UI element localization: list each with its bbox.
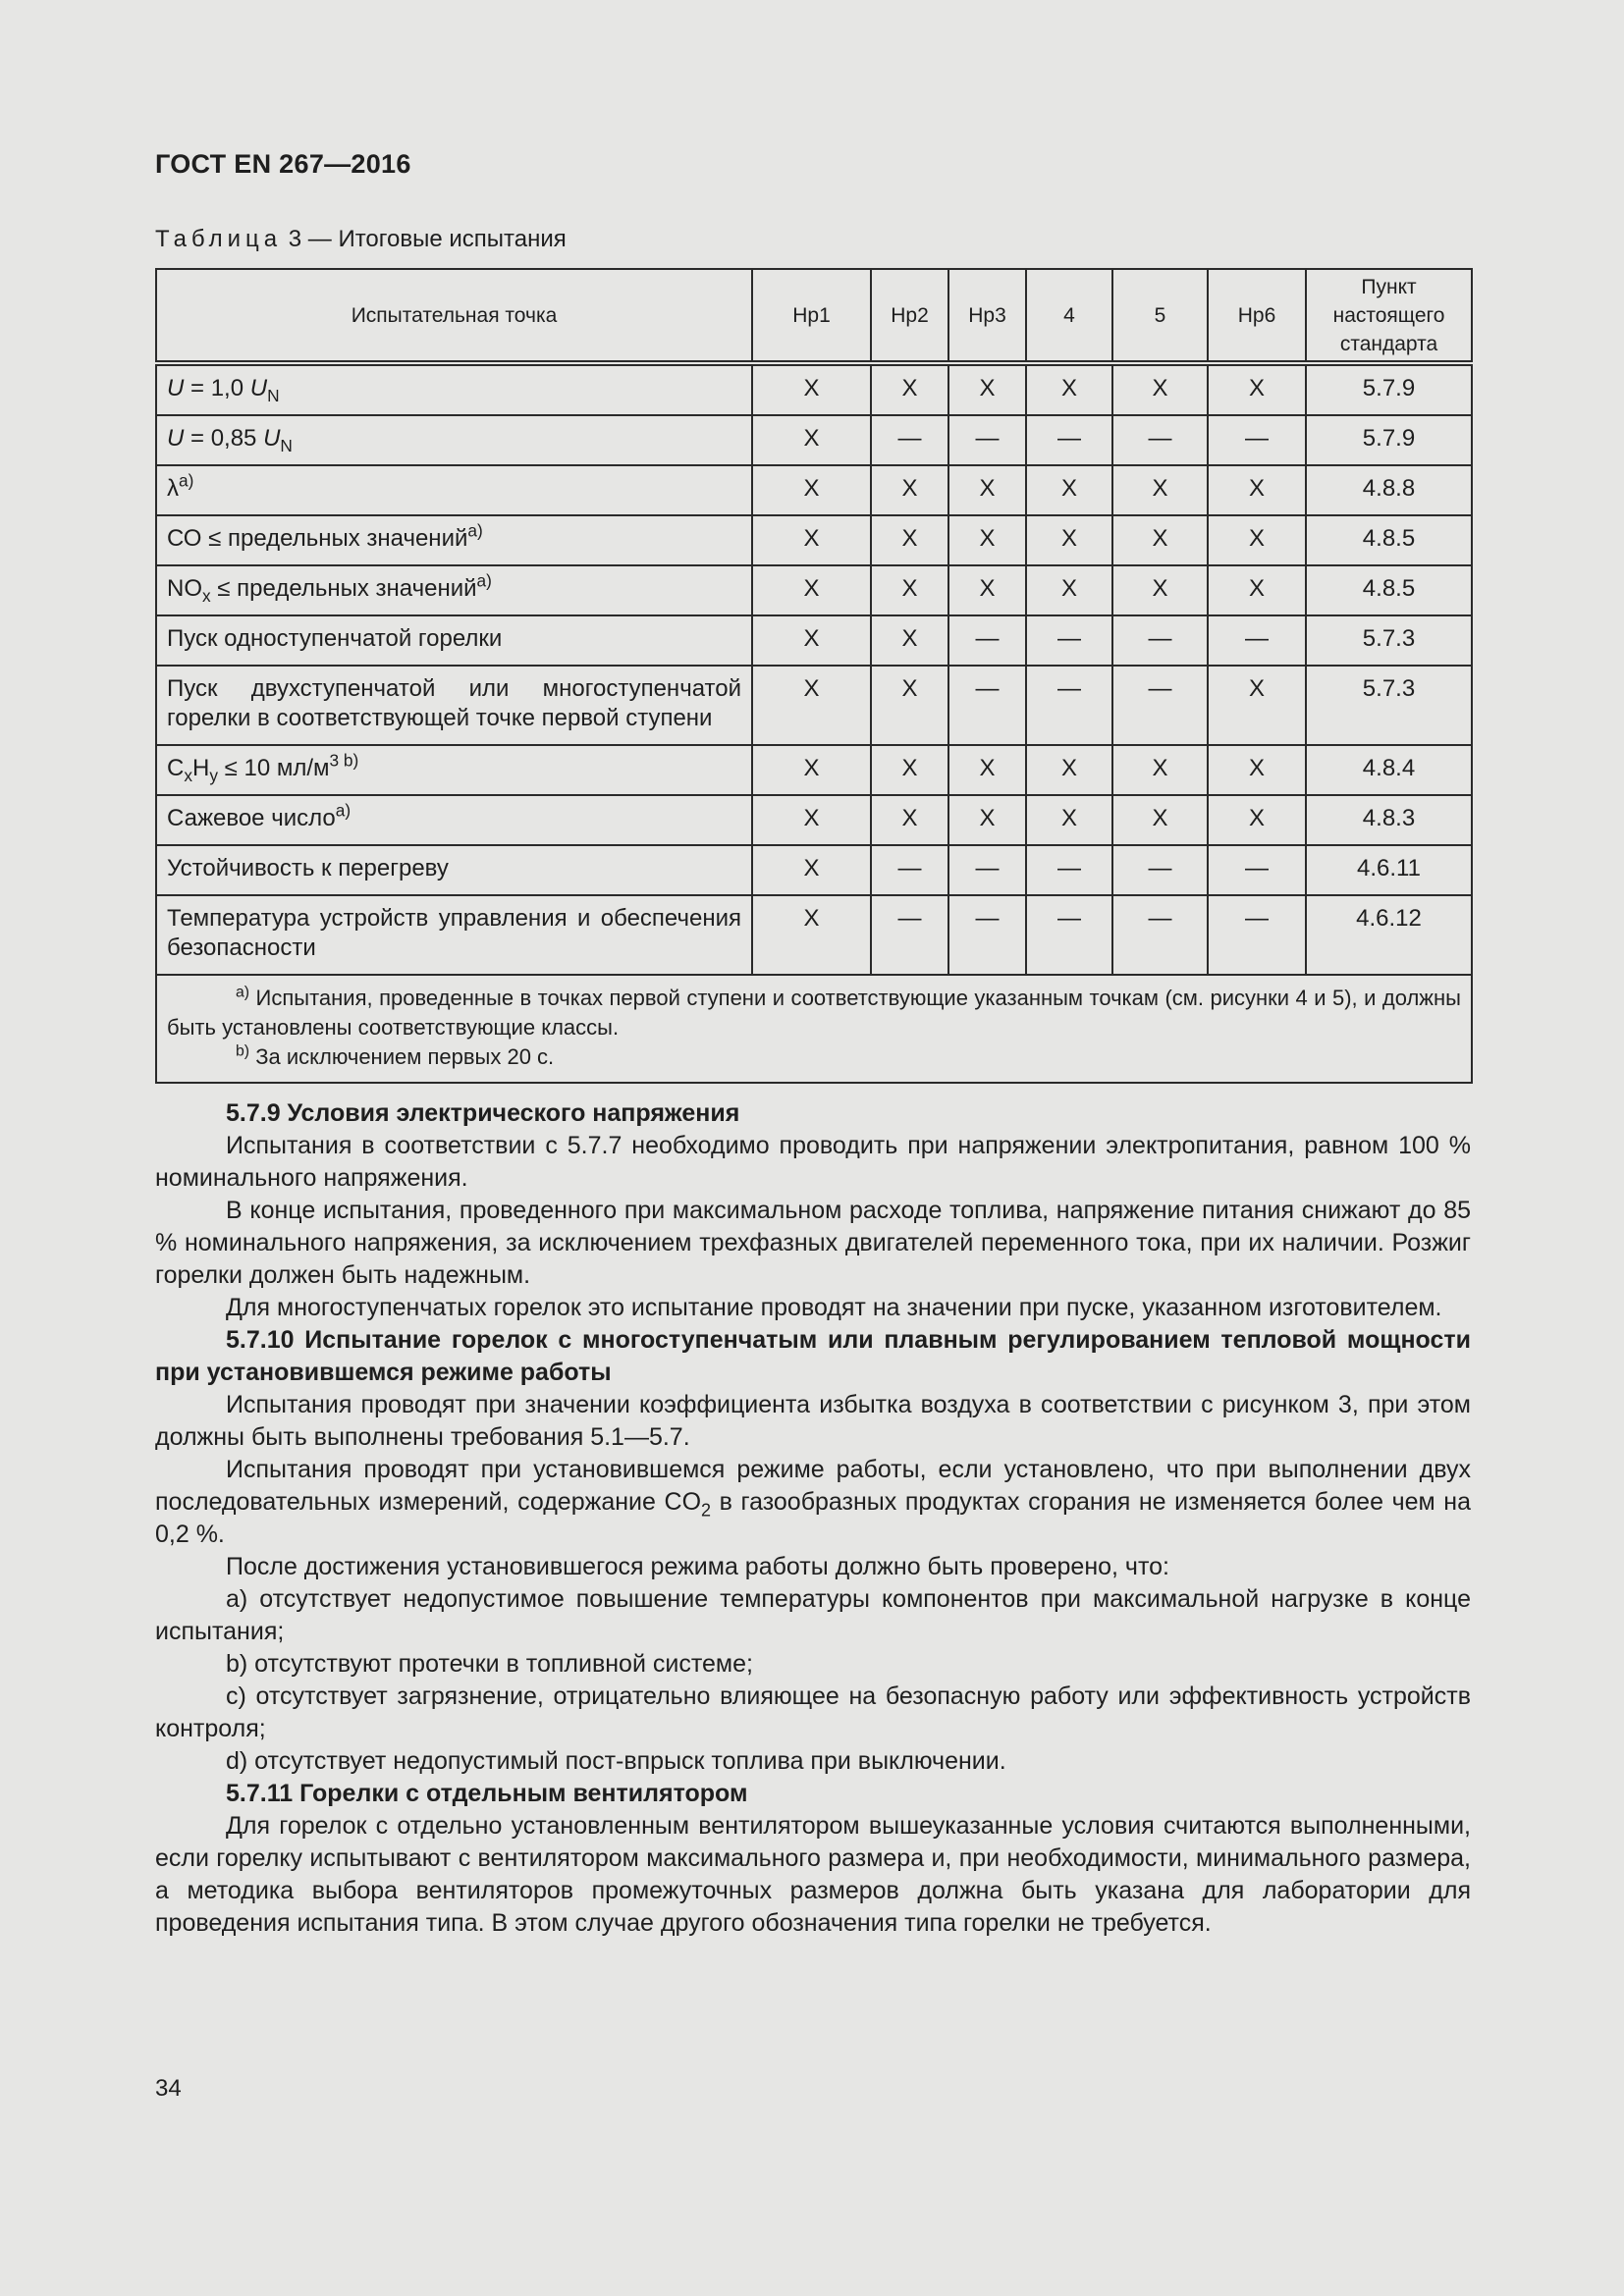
table-row <box>156 565 1472 615</box>
cell: X <box>752 465 871 515</box>
clause-cell: 5.7.3 <box>1306 666 1472 745</box>
cell: X <box>752 615 871 666</box>
cell: X <box>871 615 948 666</box>
cell: — <box>871 415 948 465</box>
table-header-row <box>156 269 1472 363</box>
row-label: U = 1,0 $U_N$ <box>156 363 752 415</box>
table-footnotes <box>156 975 1472 1083</box>
final-tests-table <box>155 268 1473 1084</box>
row-label: U = 0,85 $U_N$ <box>156 415 752 465</box>
cell: — <box>948 615 1026 666</box>
cell: X <box>1026 565 1112 615</box>
cell: X <box>948 745 1026 795</box>
cell: X <box>871 515 948 565</box>
section-heading-5-7-9: 5.7.9 Условия электрического напряжения <box>226 1099 740 1127</box>
footnote-a: $^{a)}$ Испытания, проведенные в точках первой ступени и соответствующие указанным точкам (см. рисунки 4 и 5), и должны быть установлены соответствующие классы. <box>167 984 1461 1040</box>
clause-cell: 5.7.3 <box>1306 615 1472 666</box>
section-heading-5-7-11: 5.7.11 Горелки с отдельным вентилятором <box>226 1780 748 1807</box>
list-item: d) отсутствует недопустимый пост-впрыск топлива при выключении. <box>226 1747 1006 1775</box>
table-row <box>156 895 1472 975</box>
body-text <box>155 1097 1471 1940</box>
cell: X <box>871 795 948 845</box>
cell: — <box>948 845 1026 895</box>
row-label: СО ≤ предельных значений$^{a)}$ <box>156 515 752 565</box>
cell: — <box>948 666 1026 745</box>
col-header-clause: Пункт настоящего стандарта <box>1306 269 1472 363</box>
cell: X <box>1112 795 1208 845</box>
table-row <box>156 795 1472 845</box>
col-header-5: 5 <box>1112 269 1208 363</box>
col-header-hp3: Hp3 <box>948 269 1026 363</box>
table-row <box>156 615 1472 666</box>
clause-cell: 4.8.4 <box>1306 745 1472 795</box>
cell: X <box>1112 515 1208 565</box>
cell: X <box>871 666 948 745</box>
list-item: a) отсутствует недопустимое повышение температуры компонентов при максимальной нагрузке в конце испытания; <box>155 1585 1471 1645</box>
paragraph: В конце испытания, проведенного при максимальном расходе топлива, напряжение питания снижают до 85 % номинального напряжения, за исключением трехфазных двигателей переменного тока, при их наличии. Розжиг горелки должен быть надежным. <box>155 1197 1471 1289</box>
page-number: 34 <box>155 2075 182 2102</box>
cell: — <box>1026 615 1112 666</box>
cell: — <box>1112 895 1208 975</box>
cell: X <box>1026 745 1112 795</box>
cell: X <box>1026 363 1112 415</box>
cell: X <box>948 515 1026 565</box>
cell: X <box>752 363 871 415</box>
row-label: $NO_x$ ≤ предельных значений$^{a)}$ <box>156 565 752 615</box>
list-item: b) отсутствуют протечки в топливной системе; <box>226 1650 753 1678</box>
cell: X <box>1112 465 1208 515</box>
cell: — <box>1026 415 1112 465</box>
clause-cell: 4.6.12 <box>1306 895 1472 975</box>
cell: X <box>1026 465 1112 515</box>
cell: X <box>752 745 871 795</box>
cell: X <box>752 415 871 465</box>
cell: X <box>1208 745 1306 795</box>
cell: X <box>871 565 948 615</box>
clause-cell: 4.8.8 <box>1306 465 1472 515</box>
cell: — <box>1026 845 1112 895</box>
clause-cell: 4.8.3 <box>1306 795 1472 845</box>
cell: — <box>1112 415 1208 465</box>
col-header-point: Испытательная точка <box>156 269 752 363</box>
paragraph: Для горелок с отдельно установленным вентилятором вышеуказанные условия считаются выполненными, если горелку испытывают с вентилятором максимального размера и, при необходимости, минимального размера, а методика выбора вентиляторов промежуточных размеров должна быть указана для лаборатории для проведения испытания типа. В этом случае другого обозначения типа горелки не требуется. <box>155 1812 1471 1937</box>
cell: — <box>1208 415 1306 465</box>
table-caption <box>155 226 567 253</box>
table-row <box>156 465 1472 515</box>
row-label: Температура устройств управления и обеспечения безопасности <box>156 895 752 975</box>
section-heading-5-7-10: 5.7.10 Испытание горелок с многоступенчатым или плавным регулированием тепловой мощности при установившемся режиме работы <box>155 1326 1471 1386</box>
cell: X <box>948 795 1026 845</box>
cell: X <box>1112 363 1208 415</box>
cell: — <box>1208 845 1306 895</box>
row-label: Пуск одноступенчатой горелки <box>156 615 752 666</box>
paragraph: Испытания проводят при установившемся режиме работы, если установлено, что при выполнении двух последовательных измерений, содержание $CO_2$ в газообразных продуктах сгорания не изменяется более чем на 0,2 %. <box>155 1456 1471 1548</box>
paragraph: Испытания проводят при значении коэффициента избытка воздуха в соответствии с рисунком 3, при этом должны быть выполнены требования 5.1—5.7. <box>155 1391 1471 1451</box>
row-label: $C_xH_y \le 10$ $мл/м^{3 b)}$ <box>156 745 752 795</box>
footnote-b: $^{b)}$ За исключением первых 20 с. <box>236 1042 555 1069</box>
cell: X <box>752 565 871 615</box>
cell: — <box>1208 615 1306 666</box>
list-item: c) отсутствует загрязнение, отрицательно влияющее на безопасную работу или эффективность устройств контроля; <box>155 1682 1471 1742</box>
col-header-hp6: Hp6 <box>1208 269 1306 363</box>
row-label: Устойчивость к перегреву <box>156 845 752 895</box>
cell: X <box>948 363 1026 415</box>
clause-cell: 4.6.11 <box>1306 845 1472 895</box>
cell: X <box>1026 515 1112 565</box>
cell: X <box>1208 565 1306 615</box>
clause-cell: 4.8.5 <box>1306 515 1472 565</box>
cell: — <box>871 845 948 895</box>
cell: X <box>1208 515 1306 565</box>
paragraph: После достижения установившегося режима работы должно быть проверено, что: <box>226 1553 1169 1580</box>
cell: — <box>1026 895 1112 975</box>
col-header-hp1: Hp1 <box>752 269 871 363</box>
cell: — <box>871 895 948 975</box>
col-header-4: 4 <box>1026 269 1112 363</box>
cell: — <box>1112 666 1208 745</box>
row-label: Сажевое число$^{a)}$ <box>156 795 752 845</box>
cell: X <box>1208 465 1306 515</box>
cell: — <box>948 415 1026 465</box>
cell: X <box>1208 795 1306 845</box>
cell: X <box>752 515 871 565</box>
cell: X <box>1026 795 1112 845</box>
document-header: ГОСТ EN 267—2016 <box>155 149 411 179</box>
table-row <box>156 745 1472 795</box>
row-label: Пуск двухступенчатой или многоступенчатой горелки в соответствующей точке первой ступени <box>156 666 752 745</box>
col-header-hp2: Hp2 <box>871 269 948 363</box>
clause-cell: 5.7.9 <box>1306 415 1472 465</box>
cell: — <box>1026 666 1112 745</box>
paragraph: Для многоступенчатых горелок это испытание проводят на значении при пуске, указанном изготовителем. <box>226 1294 1442 1321</box>
cell: X <box>1208 666 1306 745</box>
table-row <box>156 363 1472 415</box>
table-row <box>156 845 1472 895</box>
cell: X <box>752 895 871 975</box>
cell: X <box>948 465 1026 515</box>
cell: X <box>871 745 948 795</box>
cell: X <box>1208 363 1306 415</box>
clause-cell: 5.7.9 <box>1306 363 1472 415</box>
table-row <box>156 666 1472 745</box>
cell: X <box>752 666 871 745</box>
cell: — <box>1112 845 1208 895</box>
paragraph: Испытания в соответствии с 5.7.7 необходимо проводить при напряжении электропитания, равном 100 % номинального напряжения. <box>155 1132 1471 1192</box>
table-row <box>156 515 1472 565</box>
cell: — <box>1112 615 1208 666</box>
cell: X <box>948 565 1026 615</box>
table-row <box>156 415 1472 465</box>
cell: — <box>1208 895 1306 975</box>
row-label: $\lambda^{a)}$ <box>156 465 752 515</box>
cell: X <box>1112 565 1208 615</box>
cell: X <box>1112 745 1208 795</box>
cell: — <box>948 895 1026 975</box>
cell: X <box>752 845 871 895</box>
clause-cell: 4.8.5 <box>1306 565 1472 615</box>
table-caption-word: Таблица <box>155 226 283 252</box>
cell: X <box>871 465 948 515</box>
cell: X <box>871 363 948 415</box>
cell: X <box>752 795 871 845</box>
table-caption-title: 3 — Итоговые испытания <box>282 226 567 252</box>
